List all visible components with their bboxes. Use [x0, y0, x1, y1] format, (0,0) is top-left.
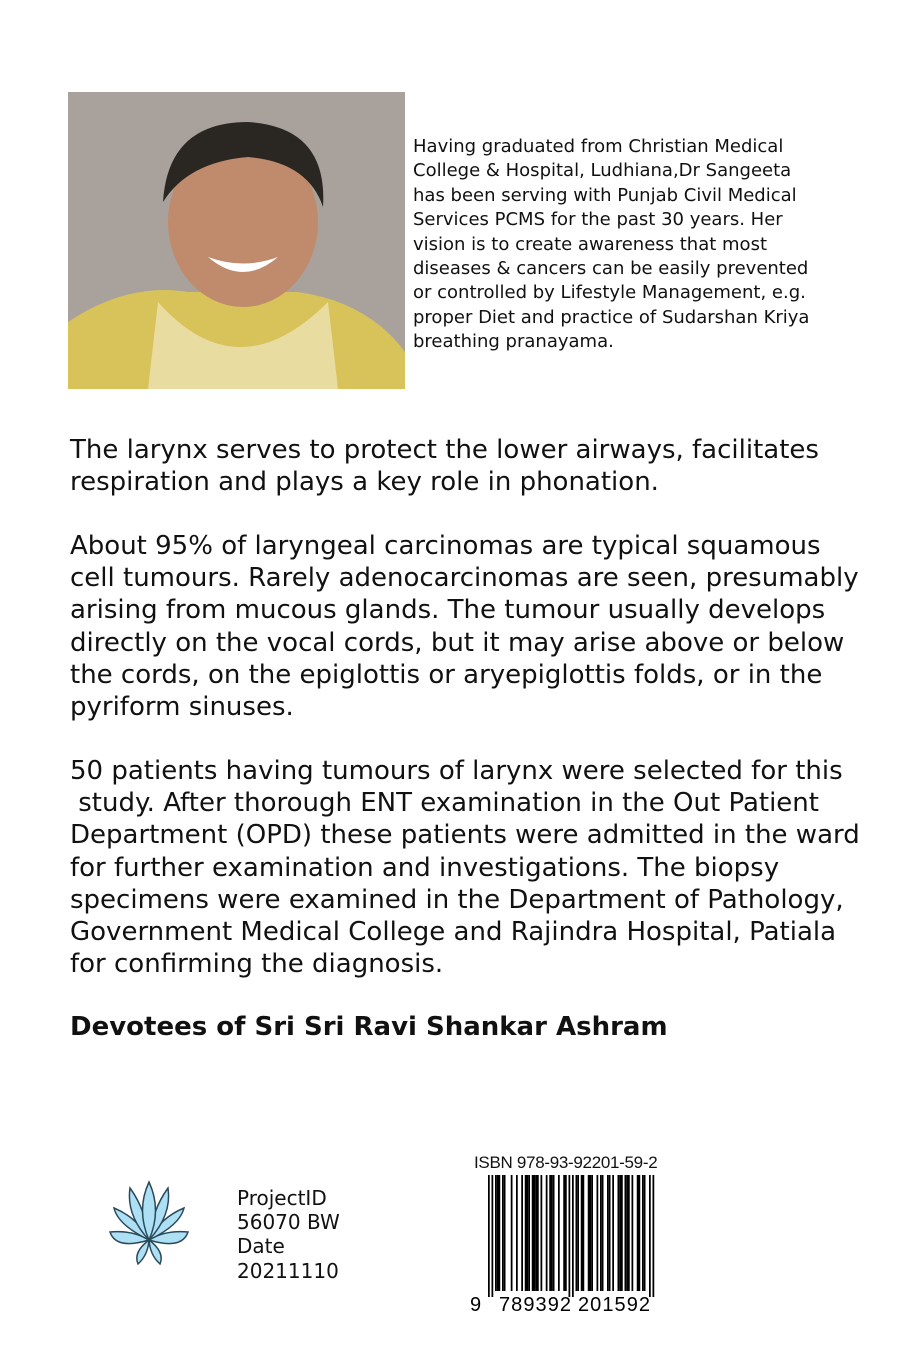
barcode-bar: [590, 1175, 592, 1291]
barcode-bar: [527, 1175, 529, 1291]
barcode-bar: [563, 1175, 565, 1291]
barcode-bar: [516, 1175, 518, 1291]
isbn-barcode: [470, 1175, 660, 1315]
barcode-bar: [535, 1175, 537, 1291]
barcode-bar: [528, 1175, 530, 1291]
barcode-bar: [492, 1175, 494, 1297]
barcode-bar: [532, 1175, 534, 1291]
barcode-bar: [504, 1175, 506, 1291]
barcode-bar: [499, 1175, 501, 1291]
text-line: pyriform sinuses.: [70, 692, 294, 723]
paragraph-larynx-intro: [70, 434, 819, 498]
barcode-bar: [521, 1175, 523, 1291]
text-line: study. After thorough ENT examination in the Out Patient: [70, 788, 819, 819]
barcode-bar: [497, 1175, 499, 1291]
barcode-bar: [649, 1175, 651, 1297]
bio-line: or controlled by Lifestyle Management, e.g.: [413, 282, 806, 304]
lotus-logo-icon: [108, 1180, 190, 1266]
barcode-bar: [621, 1175, 623, 1291]
barcode-bar: [541, 1175, 543, 1291]
paragraph-carcinoma: [70, 530, 859, 723]
barcode-bar: [597, 1175, 599, 1291]
paragraph-study: [70, 755, 860, 980]
barcode-bar: [600, 1175, 602, 1291]
bio-line: diseases & cancers can be easily prevented: [413, 258, 809, 280]
barcode-bar: [565, 1175, 567, 1291]
bio-line: Having graduated from Christian Medical: [413, 136, 784, 157]
barcode-bar: [534, 1175, 536, 1291]
barcode-bar: [558, 1175, 560, 1291]
barcode-bar: [488, 1175, 490, 1297]
barcode-bar: [625, 1175, 627, 1291]
barcode-bar: [537, 1175, 539, 1291]
text-line: Government Medical College and Rajindra Hospital, Patiala: [70, 917, 837, 948]
text-line: The larynx serves to protect the lower airways, facilitates: [70, 435, 819, 465]
text-line: respiration and plays a key role in phonation.: [70, 467, 659, 498]
barcode-bar: [639, 1175, 641, 1291]
bio-line: Services PCMS for the past 30 years. Her: [413, 209, 783, 231]
text-line: directly on the vocal cords, but it may arise above or below: [70, 627, 845, 658]
text-line: 50 patients having tumours of larynx were selected for this: [70, 756, 843, 786]
barcode-bar: [619, 1175, 621, 1291]
text-line: for further examination and investigations. The biopsy: [70, 852, 780, 883]
text-line: arising from mucous glands. The tumour usually develops: [70, 595, 826, 626]
barcode-bar: [546, 1175, 548, 1291]
barcode-bar: [577, 1175, 579, 1291]
date-value: 20211110: [237, 1258, 339, 1283]
text-line: for confirming the diagnosis.: [70, 949, 444, 980]
author-bio: [413, 135, 809, 355]
barcode-bar: [602, 1175, 604, 1291]
barcode-bar: [576, 1175, 578, 1291]
barcode-bar: [553, 1175, 555, 1291]
text-line: the cords, on the epiglottis or aryepiglottis folds, or in the: [70, 659, 823, 690]
barcode-bar: [583, 1175, 585, 1291]
barcode-bar: [495, 1175, 497, 1291]
barcode-bar: [549, 1175, 551, 1291]
isbn-label: ISBN 978-93-92201-59-2: [474, 1153, 658, 1172]
bio-line: has been serving with Punjab Civil Medical: [413, 184, 797, 206]
author-photo: [68, 92, 405, 389]
barcode-bar: [628, 1175, 630, 1291]
text-line: About 95% of laryngeal carcinomas are typical squamous: [70, 531, 821, 561]
barcode-bar: [569, 1175, 571, 1297]
barcode-digit-first: 9: [470, 1294, 482, 1315]
barcode-bar: [653, 1175, 655, 1297]
barcode-bar: [644, 1175, 646, 1291]
barcode-bar: [511, 1175, 513, 1291]
project-id-label: ProjectID: [237, 1186, 327, 1210]
bio-line: College & Hospital, Ludhiana,Dr Sangeeta: [413, 160, 792, 182]
bio-line: proper Diet and practice of Sudarshan Kriya: [413, 306, 810, 328]
barcode-bar: [607, 1175, 609, 1291]
barcode-bar: [525, 1175, 527, 1291]
barcode-digits-left: 789392: [499, 1294, 571, 1315]
bio-line: vision is to create awareness that most: [413, 233, 768, 255]
barcode-bar: [591, 1175, 593, 1291]
barcode-bar: [618, 1175, 620, 1291]
signature: Devotees of Sri Sri Ravi Shankar Ashram: [70, 1012, 668, 1042]
barcode-bar: [626, 1175, 628, 1291]
date-label: Date: [237, 1234, 285, 1259]
barcode-bar: [609, 1175, 611, 1291]
barcode-bar: [581, 1175, 583, 1291]
project-id: 56070 BW: [237, 1210, 340, 1235]
barcode-bar: [632, 1175, 634, 1291]
barcode-digits-right: 201592: [578, 1294, 650, 1315]
barcode-bar: [551, 1175, 553, 1291]
barcode-bar: [612, 1175, 614, 1291]
text-line: cell tumours. Rarely adenocarcinomas are seen, presumably: [70, 563, 859, 594]
text-line: Department (OPD) these patients were admitted in the ward: [70, 820, 860, 851]
barcode-bar: [637, 1175, 639, 1291]
barcode-bar: [588, 1175, 590, 1291]
barcode-bar: [502, 1175, 504, 1291]
barcode-bar: [572, 1175, 574, 1297]
project-info: [237, 1186, 340, 1283]
bio-line: breathing pranayama.: [413, 331, 614, 353]
barcode-bar: [642, 1175, 644, 1291]
text-line: specimens were examined in the Department of Pathology,: [70, 884, 844, 915]
